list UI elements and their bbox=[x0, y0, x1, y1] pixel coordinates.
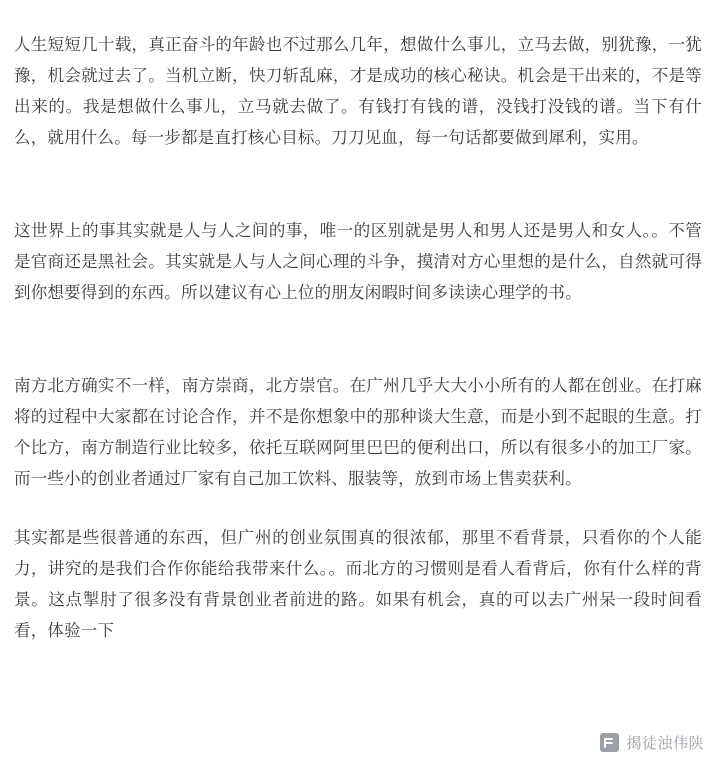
zhihu-logo-icon bbox=[600, 733, 619, 752]
paragraph: 南方北方确实不一样，南方崇商，北方崇官。在广州几乎大大小小所有的人都在创业。在打麻将的过程中大家都在讨论合作，并不是你想象中的那种谈大生意，而是小到不起眼的生意。打个比方，南方制造行业比较多，依托互联网阿里巴巴的便利出口，所以有很多小的加工厂家。而一些小的创业者通过厂家有自己加工饮料、服装等，放到市场上售卖获利。 bbox=[14, 377, 702, 488]
paragraph: 其实都是些很普通的东西，但广州的创业氛围真的很浓郁，那里不看背景，只看你的个人能力，讲究的是我们合作你能给我带来什么。。而北方的习惯则是看人看背后，你有什么样的背景。这点掣肘了很多没有背景创业者前进的路。如果有机会，真的可以去广州呆一段时间看看，体验一下 bbox=[14, 529, 702, 640]
watermark bbox=[600, 732, 704, 753]
paragraph: 人生短短几十载，真正奋斗的年龄也不过那么几年，想做什么事儿，立马去做，别犹豫，一犹豫，机会就过去了。当机立断，快刀斩乱麻，才是成功的核心秘诀。机会是干出来的，不是等出来的。我是想做什么事儿，立马就去做了。有钱打有钱的谱，没钱打没钱的谱。当下有什么，就用什么。每一步都是直打核心目标。刀刀见血，每一句话都要做到犀利，实用。 bbox=[14, 36, 702, 147]
watermark-author: 揭徒浊伟陕 bbox=[626, 735, 704, 752]
paragraph: 这世界上的事其实就是人与人之间的事，唯一的区别就是男人和男人还是男人和女人。。不管是官商还是黑社会。其实就是人与人之间心理的斗争，摸清对方心里想的是什么，自然就可得到你想要得到的东西。所以建议有心上位的朋友闲暇时间多读读心理学的书。 bbox=[14, 222, 702, 302]
